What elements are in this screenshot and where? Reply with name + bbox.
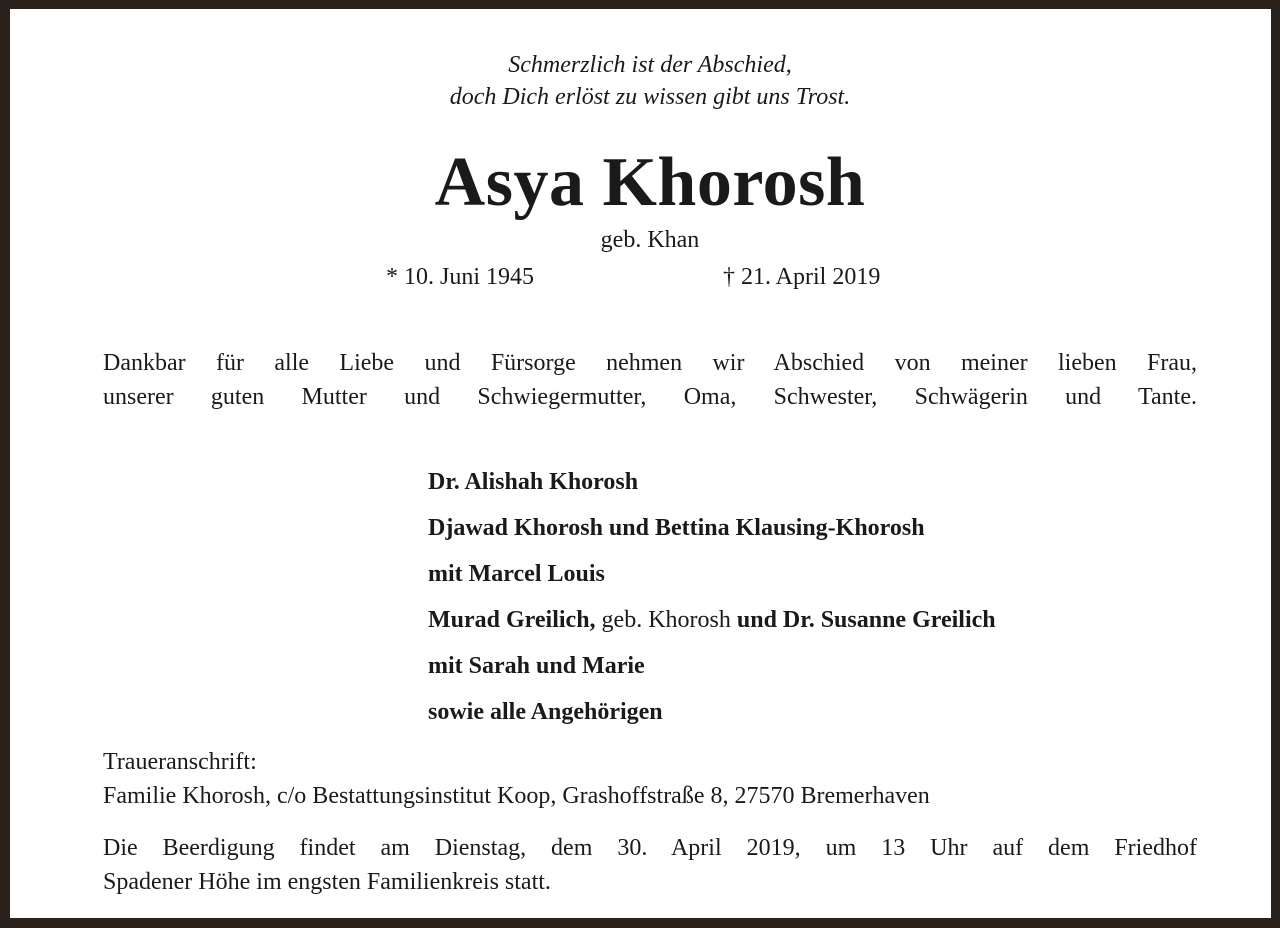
verse-line-2: doch Dich erlöst zu wissen gibt uns Trost. bbox=[449, 84, 851, 110]
signer-partner-bold: und Dr. Susanne Greilich bbox=[736, 607, 996, 633]
opening-verse bbox=[10, 49, 1280, 113]
intro-line-1: Dankbar für alle Liebe und Fürsorge nehmen wir Abschied von meiner lieben Frau, bbox=[103, 350, 1197, 376]
funeral-line-2: Spadener Höhe im engsten Familienkreis statt. bbox=[103, 869, 551, 895]
signer-maiden-note: geb. Khorosh bbox=[595, 607, 737, 633]
maiden-name: geb. Khan bbox=[600, 227, 700, 253]
deceased-name: Asya Khorosh bbox=[434, 144, 866, 221]
signer-name-bold: Murad Greilich, bbox=[428, 607, 596, 633]
signer-row: Djawad Khorosh und Bettina Klausing-Khorosh bbox=[428, 515, 925, 541]
signer-row bbox=[428, 597, 996, 643]
intro-line-2: unserer guten Mutter und Schwiegermutter, Oma, Schwester, Schwägerin und Tante. bbox=[103, 384, 1197, 410]
death-date: † 21. April 2019 bbox=[723, 264, 881, 290]
signer-row: sowie alle Angehörigen bbox=[428, 699, 663, 725]
funeral-notice bbox=[103, 831, 1197, 899]
signer-row: Dr. Alishah Khorosh bbox=[428, 469, 639, 495]
funeral-line-1: Die Beerdigung findet am Dienstag, dem 30. April 2019, um 13 Uhr auf dem Friedhof bbox=[103, 835, 1197, 861]
signer-row: mit Marcel Louis bbox=[428, 561, 605, 587]
signers-list bbox=[428, 459, 996, 735]
mourning-address: Familie Khorosh, c/o Bestattungsinstitut Koop, Grashoffstraße 8, 27570 Bremerhaven bbox=[103, 783, 930, 809]
signer-row: mit Sarah und Marie bbox=[428, 653, 645, 679]
verse-line-1: Schmerzlich ist der Abschied, bbox=[508, 52, 792, 78]
intro-paragraph bbox=[103, 346, 1197, 414]
address-label: Traueranschrift: bbox=[103, 749, 257, 775]
birth-date: * 10. Juni 1945 bbox=[386, 264, 535, 290]
